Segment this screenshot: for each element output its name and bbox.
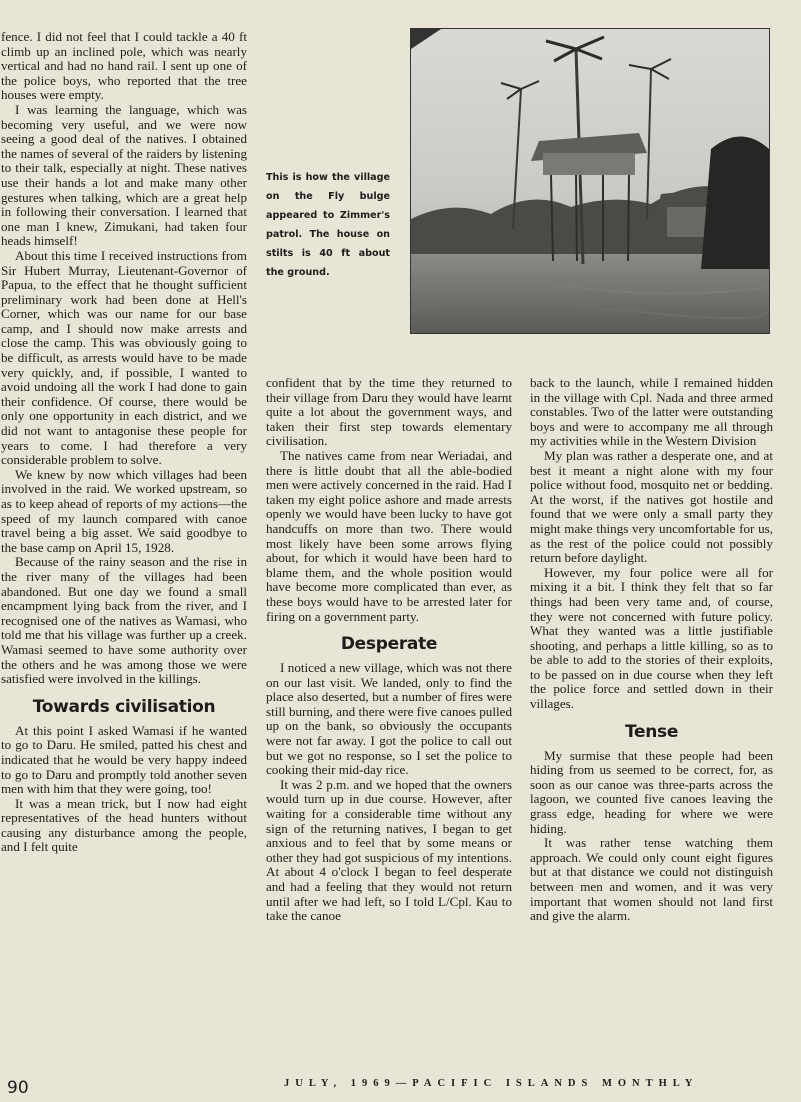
paragraph: My plan was rather a desperate one, and at best it meant a night alone with my four police without food, mosquito net or bedding. At the worst, if the natives got hostile and found that we were only a small party they might make things very uncomfortable for us, as the rest of the police could not possibly return before daylight. [530,447,773,566]
subheading-tense: Tense [624,721,679,742]
paragraph: About this time I received instructions from Sir Hubert Murray, Lieutenant-Governor of Papua, to the effect that he thought sufficient preliminary work had been done at Hell's Corner, which was our name for our base camp, and I should now make arrests and close the camp. This was obviously going to be difficult, as arrests would have to be made very quickly, and, if possible, I wanted to avoid undoing all the work I had done to gain their confidence. Of course, there would be only one opportunity in each district, and we did not want to antagonise these people for years to come. I had therefore a very considerable problem to solve. [1,247,247,468]
paragraph: confident that by the time they returned to their village from Daru they would have learnt quite a lot about the government ways, and taken their first step towards elementary civilisation. [266,375,512,449]
paragraph: It was a mean trick, but I now had eight representatives of the head hunters without causing any disturbance among the people, and I felt quite [1,795,247,855]
column-1 [1,30,247,855]
paragraph: fence. I did not feel that I could tackle a 40 ft climb up an inclined pole, which was nearly vertical and had no hand rail. I sent up one of the police boys, who reported that the tree houses were empty. [1,29,247,103]
paragraph: At this point I asked Wamasi if he wanted to go to Daru. He smiled, patted his chest and indicated that he would be very happy indeed to go to Daru and promptly told another seven men with him that they were going, too! [1,722,247,797]
page-number: 90 [7,1078,29,1098]
paragraph: It was rather tense watching them approach. We could only count eight figures but at that distance we could not distinguish between men and women, and it was very important that women should not land first and give the alarm. [530,835,773,924]
village-photo [410,28,770,334]
page-footer [0,1060,801,1098]
paragraph: However, my four police were all for mixing it a bit. I think they felt that so far things had been very tame and, of course, they were not concerned with future policy. What they wanted was a little justifiable shooting, and perhaps a little killing, so as to be able to add to the stories of their exploits, to be passed on in due course when they left the police force and settled down in their villages. [530,564,773,712]
photo-caption: This is how the village on the Fly bulge appeared to Zimmer's patrol. The house on stilts is 40 ft about the ground. [266,172,390,278]
paragraph: Because of the rainy season and the rise in the river many of the villages had been abandoned. But one day we found a small encampment lying back from the river, and I recognised one of the natives as Wamasi, who told me that his village was further up a creek. Wamasi seemed to have some authority over the others and he was among those we were satisfied were involved in the killings. [1,554,247,687]
paragraph: back to the launch, while I remained hidden in the village with Cpl. Nada and three armed constables. Two of the latter were outstanding boys and were to accompany me all through my activities while in the Western Division [530,375,773,449]
paragraph: The natives came from near Weriadai, and there is little doubt that all the able-bodied men were actively concerned in the raid. Had I taken my eight police ashore and made arrests openly we would have been lucky to have got handcuffs on more than two. There would most likely have been some arrows flying about, for which it would have been hard to blame them, and the whole position would have become more complicated than ever, as these boys would have to be arrested later for firing on a government party. [266,447,512,624]
subheading-desperate: Desperate [340,634,438,655]
running-footer: JULY, 1969—PACIFIC ISLANDS MONTHLY [284,1078,699,1089]
column-3 [530,376,773,924]
paragraph: We knew by now which villages had been involved in the raid. We worked upstream, so as to keep ahead of reports of my actions—the speed of my launch compared with canoe travel being a big asset. We said goodbye to the base camp on April 15, 1928. [1,466,247,555]
paragraph: My surmise that these people had been hiding from us seemed to be correct, for, as soon as our canoe was three-parts across the lagoon, we counted five canoes leaving the grass edge, heading for where we were hiding. [530,747,773,836]
column-2 [266,376,512,924]
paragraph: It was 2 p.m. and we hoped that the owners would turn up in due course. However, after waiting for a considerable time without any sign of the returning natives, I began to get anxious and to feel that by some means or other they had got suspicious of my intentions. At about 4 o'clock I began to feel desperate and had a feeling that they would not return until after we had left, so I told L/Cpl. Kau to take the canoe [266,776,512,924]
paragraph: I noticed a new village, which was not there on our last visit. We landed, only to find the place also deserted, but a number of fires were still burning, and there were five canoes pulled up on the bank, so obviously the occupants were not far away. I got the police to call out but we got no response, so I set the police to cooking their mid-day rice. [266,660,512,778]
paragraph: I was learning the language, which was becoming very useful, and we were now seeing a good deal of the natives. I obtained the names of several of the raiders by listening to their talk, especially at night. These natives use their hands a lot and make many other gestures when talking, which are a great help in following their conversation. I learned that one man I knew, Zimukani, had taken four heads himself! [1,101,247,249]
subheading-towards-civilisation: Towards civilisation [32,696,216,717]
